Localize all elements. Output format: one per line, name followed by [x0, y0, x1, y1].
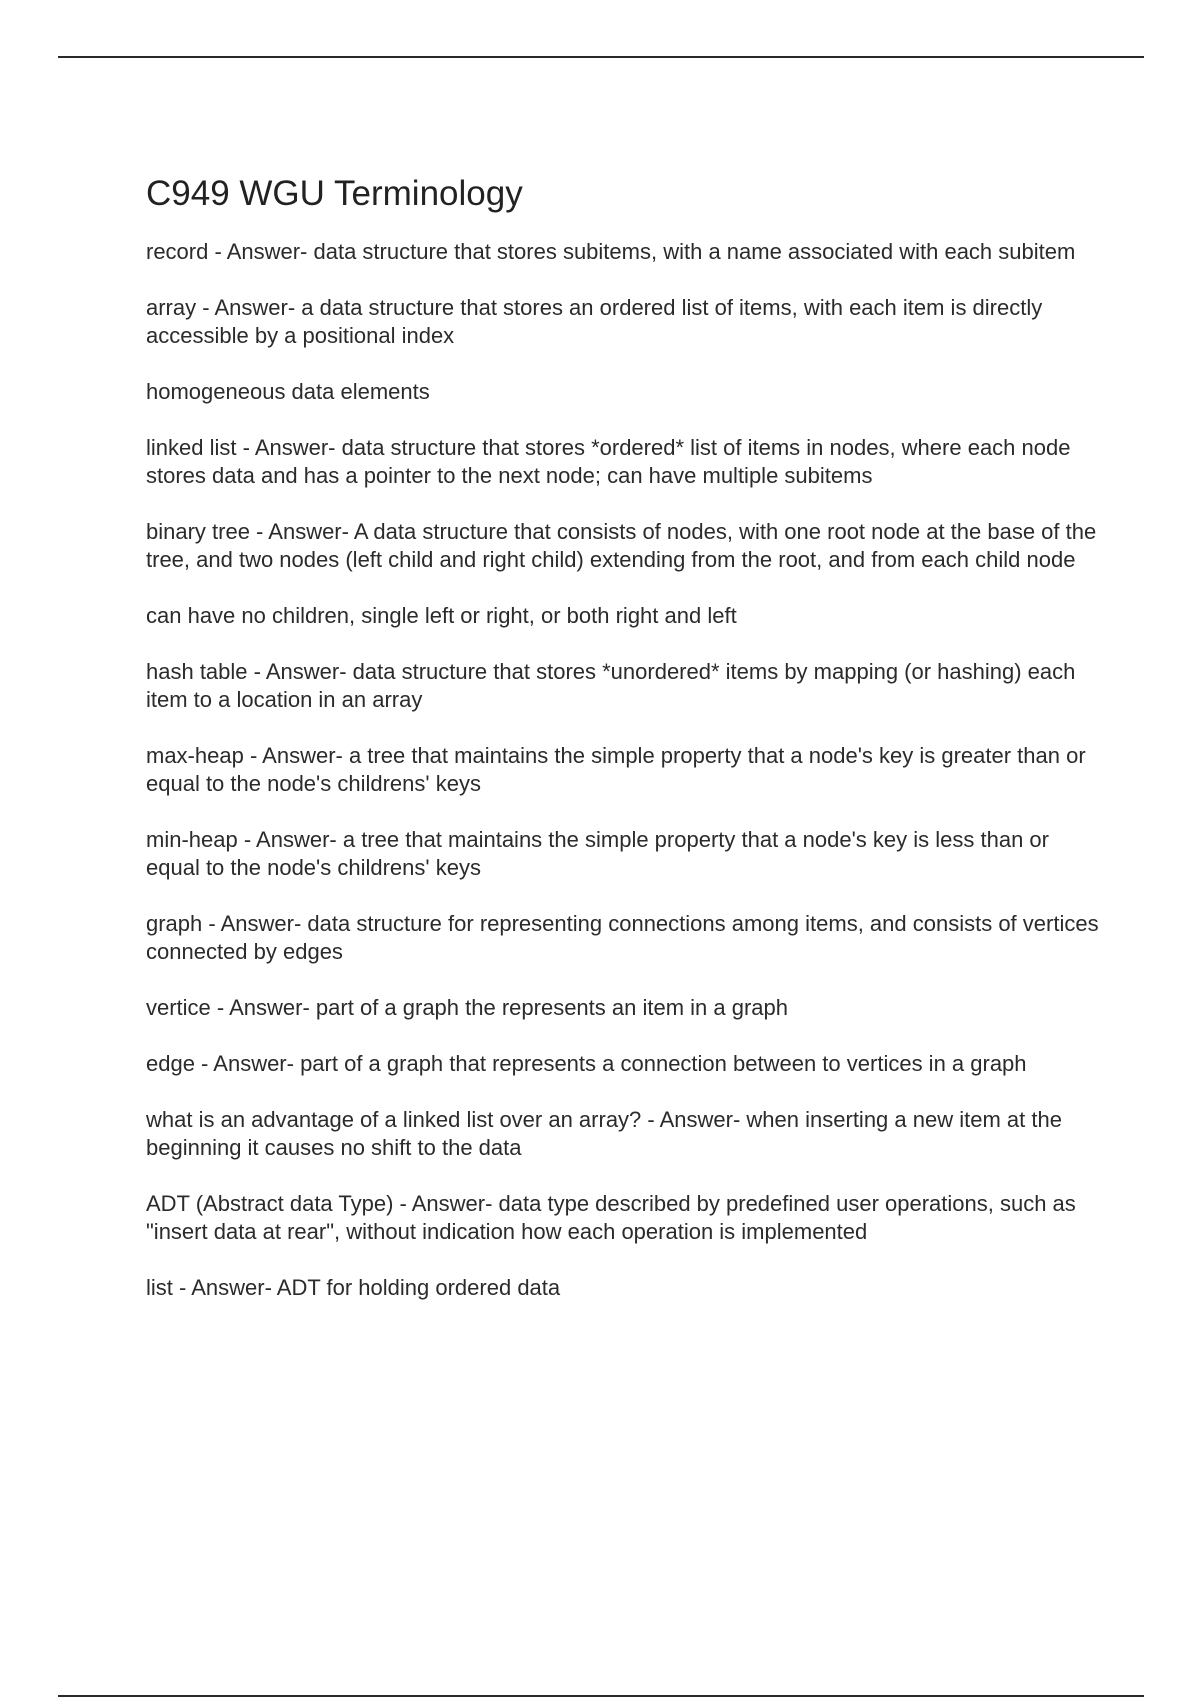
header-rule	[58, 56, 1144, 58]
footer-rule	[58, 1695, 1144, 1697]
term-entry: homogeneous data elements	[146, 379, 430, 404]
term-entry: ADT (Abstract data Type) - Answer- data type described by predefined user operations, such as "insert data at rear", without indication how each operation is implemented	[146, 1191, 1076, 1244]
term-entry: record - Answer- data structure that stores subitems, with a name associated with each subitem	[146, 239, 1076, 264]
term-entry: can have no children, single left or right, or both right and left	[146, 603, 737, 628]
term-entry: hash table - Answer- data structure that stores *unordered* items by mapping (or hashing) each item to a location in an array	[146, 659, 1076, 712]
term-entry: edge - Answer- part of a graph that represents a connection between to vertices in a graph	[146, 1051, 1027, 1076]
term-entry: min-heap - Answer- a tree that maintains the simple property that a node's key is less than or equal to the node's childrens' keys	[146, 827, 1049, 880]
term-entry: max-heap - Answer- a tree that maintains the simple property that a node's key is greater than or equal to the node's childrens' keys	[146, 743, 1086, 796]
document-title: C949 WGU Terminology	[146, 174, 523, 213]
term-entry: what is an advantage of a linked list over an array? - Answer- when inserting a new item at the beginning it causes no shift to the data	[146, 1107, 1062, 1160]
term-entry: array - Answer- a data structure that stores an ordered list of items, with each item is directly accessible by a positional index	[146, 295, 1043, 348]
term-entry: list - Answer- ADT for holding ordered data	[146, 1275, 561, 1300]
document-body	[146, 170, 1106, 1330]
term-entry: graph - Answer- data structure for representing connections among items, and consists of vertices connected by edges	[146, 911, 1099, 964]
term-entry: linked list - Answer- data structure that stores *ordered* list of items in nodes, where each node stores data and has a pointer to the next node; can have multiple subitems	[146, 435, 1071, 488]
term-entry: binary tree - Answer- A data structure that consists of nodes, with one root node at the base of the tree, and two nodes (left child and right child) extending from the root, and from each child node	[146, 519, 1097, 572]
term-entry: vertice - Answer- part of a graph the represents an item in a graph	[146, 995, 788, 1020]
